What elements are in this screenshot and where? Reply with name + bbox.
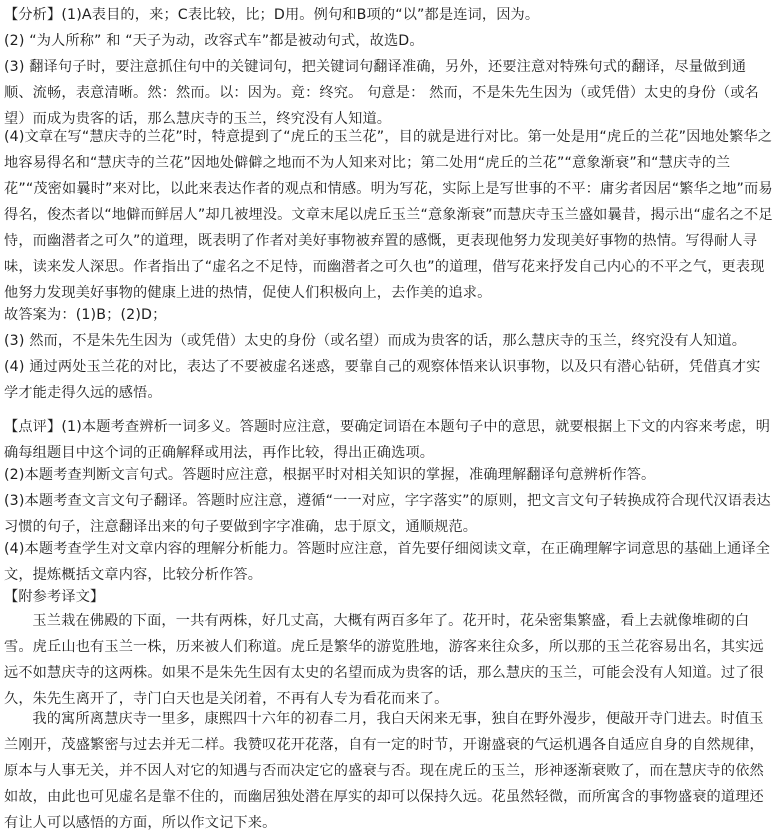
comment-paragraph-2: (2)本题考查判断文言句式。答题时应注意，根据平时对相关知识的掌握，准确理解翻译句意辨析作答。 [4, 467, 656, 483]
comment-label: 【点评】 [4, 419, 62, 435]
analysis-label: 【分析】 [4, 7, 62, 23]
answer-paragraph-1: 故答案为：(1)B；(2)D； [4, 307, 167, 323]
translation-heading: 【附参考译文】 [4, 589, 105, 605]
analysis-paragraph-2: (2) “为人所称” 和 “天子为动，改容式车”都是被动句式，故选D。 [4, 33, 424, 49]
answer-paragraph-2: (3) 然而，不是朱先生因为（或凭借）太史的身份（或名望）而成为贵客的话，那么慧庆寺的玉兰，终究没有人知道。 [4, 333, 747, 349]
analysis-paragraph-1 [4, 2, 774, 28]
comment-text-1: (1)本题考查辨析一词多义。答题时应注意，要确定词语在本题句子中的意思，就要根据上下文的内容来考虑，明确每组题目中这个词的正确解释或用法，再作比较，得出正确选项。 [4, 419, 771, 461]
comment-paragraph-1 [4, 414, 774, 466]
comment-paragraph-3: (3)本题考查文言文句子翻译。答题时应注意，遵循“一一对应，字字落实”的原则，把文言文句子转换成符合现代汉语表达习惯的句子，注意翻译出来的句子要做到字字准确，忠于原文，通顺规范。 [4, 493, 771, 535]
comment-paragraph-4: (4)本题考查学生对文章内容的理解分析能力。答题时应注意，首先要仔细阅读文章，在正确理解字词意思的基础上通译全文，提炼概括文章内容，比较分析作答。 [4, 541, 771, 583]
analysis-paragraph-4: (4)文章在写“慧庆寺的兰花”时，特意提到了“虎丘的玉兰花”，目的就是进行对比。第一处是用“虎丘的兰花”因地处繁华之地容易得名和“慧庆寺的兰花”因地处僻僻之地而不为人知来对比；第二处用“虎丘的兰花”“意象渐衰”和“慧庆寺的兰花”“茂密如曩时”来对比，以此来表达作者的观点和情感。明为写花，实际上是写世事的不平：庸劣者因居“繁华之地”而易得名，俊杰者以“地僻而鲜居人”却几被埋没。文章末尾以虎丘玉兰“意象渐衰”而慧庆寺玉兰盛如曩昔，揭示出“虚名之不足恃，而幽潜者之可久”的道理，既表明了作者对美好事物被弃置的感慨，更表现他努力发现美好事物的热情。写得耐人寻味，读来发人深思。作者指出了“虚名之不足恃，而幽潜者之可久也”的道理，借写花来抒发自己内心的不平之气，更表现他努力发现美好事物的健康上进的热情，促使人们积极向上，去作美的追求。 [4, 129, 773, 301]
analysis-paragraph-3: (3) 翻译句子时，要注意抓住句中的关键词句，把关键词句翻译准确，另外，还要注意对特殊句式的翻译，尽量做到通顺、流畅，表意清晰。然：然而。以：因为。竟：终究。 句意是： 然而，不是朱先生因为（或凭借）太史的身份（或名望）而成为贵客的话，那么慧庆寺的玉兰，终究没有人知道。 [4, 59, 759, 127]
translation-paragraph-1: 玉兰栽在佛殿的下面，一共有两株，好几丈高，大概有两百多年了。花开时，花朵密集繁盛，看上去就像堆砌的白雪。虎丘山也有玉兰一株，历来被人们称道。虎丘是繁华的游览胜地，游客来往众多，所以那的玉兰花容易出名，其实远远不如慧庆寺的这两株。如果不是朱先生因有太史的名望而成为贵客的话，那么慧庆的玉兰，可能会没有人知道。过了很久，朱先生离开了，寺门白天也是关闭着，不再有人专为看花而来了。 [4, 613, 764, 707]
analysis-text-1: (1)A表目的，来；C表比较，比；D用。例句和B项的“以”都是连词，因为。 [61, 7, 540, 23]
answer-paragraph-3: (4) 通过两处玉兰花的对比，表达了不要被虚名迷惑，要靠自己的观察体悟来认识事物，以及只有潜心钻研，凭借真才实学才能走得久远的感悟。 [4, 359, 761, 401]
translation-paragraph-2: 我的寓所离慧庆寺一里多，康熙四十六年的初春二月，我白天闲来无事，独自在野外漫步，便敲开寺门进去。时值玉兰刚开，茂盛繁密与过去并无二样。我赞叹花开花落，自有一定的时节，开谢盛衰的气运机遇各自适应自身的自然规律，原本与人事无关，并不因人对它的知遇与否而决定它的盛衰与否。现在虎丘的玉兰，形神逐渐衰败了，而在慧庆寺的依然如故，由此也可见虚名是靠不住的，而幽居独处潜在厚实的却可以保持久远。花虽然轻微，而所寓含的事物盛衰的道理还有让人可以感悟的方面，所以作文记下来。 [4, 711, 764, 831]
